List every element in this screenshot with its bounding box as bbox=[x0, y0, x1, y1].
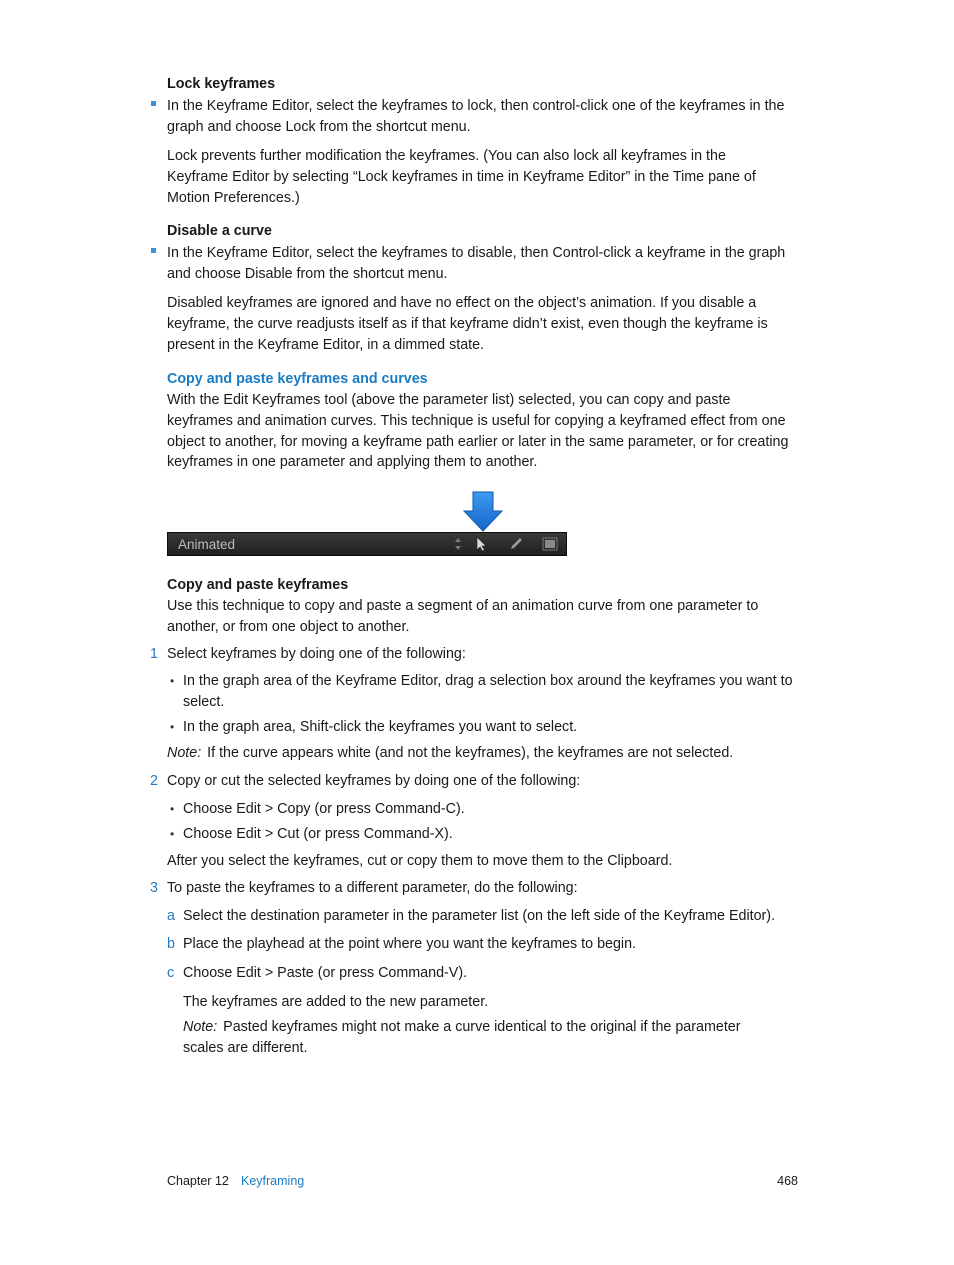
substep-letter: c bbox=[167, 965, 175, 981]
note-label: Note: bbox=[183, 1019, 218, 1035]
step-note bbox=[183, 1017, 783, 1059]
edit-keyframes-arrow-tool-icon[interactable] bbox=[475, 536, 487, 552]
lock-keyframes-bullet: In the Keyframe Editor, select the keyframes to lock, then control-click one of the keyframes in the graph and choose Lock from the shortcut menu. bbox=[167, 98, 785, 135]
bullet-dot: • bbox=[170, 674, 175, 688]
note-text: If the curve appears white (and not the keyframes), the keyframes are not selected. bbox=[207, 745, 734, 761]
step-bullet: In the graph area, Shift-click the keyframes you want to select. bbox=[183, 719, 578, 735]
copy-paste-keyframes-heading: Copy and paste keyframes bbox=[167, 577, 349, 593]
substep-text: Select the destination parameter in the parameter list (on the left side of the Keyframe Editor). bbox=[183, 908, 776, 924]
step-note bbox=[167, 743, 807, 764]
bullet-dot: • bbox=[170, 802, 175, 816]
substep-letter: a bbox=[167, 908, 175, 924]
bullet-dot: • bbox=[170, 720, 175, 734]
substep-text: Place the playhead at the point where you want the keyframes to begin. bbox=[183, 936, 637, 952]
step-after-text: After you select the keyframes, cut or copy them to move them to the Clipboard. bbox=[167, 853, 673, 869]
bullet-square bbox=[151, 248, 156, 253]
arrow-down-icon bbox=[462, 491, 504, 533]
bullet-dot: • bbox=[170, 827, 175, 841]
footer-chapter-title-link[interactable]: Keyframing bbox=[241, 1174, 305, 1188]
copy-paste-curves-heading: Copy and paste keyframes and curves bbox=[167, 371, 428, 387]
disable-curve-bullet: In the Keyframe Editor, select the keyframes to disable, then Control-click a keyframe in the graph and choose Disable from the shortcut menu. bbox=[167, 245, 786, 282]
step-number: 3 bbox=[150, 880, 158, 896]
page-number: 468 bbox=[777, 1174, 798, 1188]
copy-paste-curves-paragraph: With the Edit Keyframes tool (above the parameter list) selected, you can copy and paste keyframes and animation curves. This technique is useful for copying a keyframed effect from one object to another, for moving a keyframe path earlier or later in the same parameter, or for creating keyframes in one parameter and applying them to another. bbox=[167, 392, 789, 471]
step-bullet: Choose Edit > Copy (or press Command-C). bbox=[183, 801, 465, 817]
step-number: 2 bbox=[150, 773, 158, 789]
lock-keyframes-paragraph: Lock prevents further modification the keyframes. (You can also lock all keyframes in the Keyframe Editor by selecting “Lock keyframes in time in Keyframe Editor” in the Time pane of Motion Preferences.) bbox=[167, 148, 756, 206]
keyframe-editor-toolbar bbox=[167, 532, 567, 556]
step-bullet: In the graph area of the Keyframe Editor, drag a selection box around the keyframes you want to select. bbox=[183, 673, 793, 710]
stepper-arrows-icon[interactable] bbox=[454, 537, 462, 551]
step-after-text: The keyframes are added to the new parameter. bbox=[183, 994, 489, 1010]
step-text: Copy or cut the selected keyframes by doing one of the following: bbox=[167, 773, 581, 789]
bullet-square bbox=[151, 101, 156, 106]
note-label: Note: bbox=[167, 745, 202, 761]
animated-dropdown-label[interactable]: Animated bbox=[178, 537, 236, 552]
lock-keyframes-heading: Lock keyframes bbox=[167, 76, 276, 92]
copy-paste-keyframes-paragraph: Use this technique to copy and paste a segment of an animation curve from one parameter to another, or from one object to another. bbox=[167, 598, 759, 635]
step-text: Select keyframes by doing one of the following: bbox=[167, 646, 466, 662]
substep-letter: b bbox=[167, 936, 175, 952]
step-text: To paste the keyframes to a different parameter, do the following: bbox=[167, 880, 578, 896]
step-number: 1 bbox=[150, 646, 158, 662]
step-bullet: Choose Edit > Cut (or press Command-X). bbox=[183, 826, 453, 842]
disable-curve-heading: Disable a curve bbox=[167, 223, 272, 239]
footer-chapter: Chapter 12 bbox=[167, 1174, 229, 1188]
box-tool-icon[interactable] bbox=[542, 537, 558, 551]
pencil-tool-icon[interactable] bbox=[508, 536, 524, 552]
note-text: Pasted keyframes might not make a curve identical to the original if the parameter scales are different. bbox=[183, 1019, 741, 1056]
disable-curve-paragraph: Disabled keyframes are ignored and have no effect on the object’s animation. If you disable a keyframe, the curve readjusts itself as if that keyframe didn’t exist, even though the keyframe is present in the Keyframe Editor, in a dimmed state. bbox=[167, 295, 768, 353]
substep-text: Choose Edit > Paste (or press Command-V). bbox=[183, 965, 468, 981]
